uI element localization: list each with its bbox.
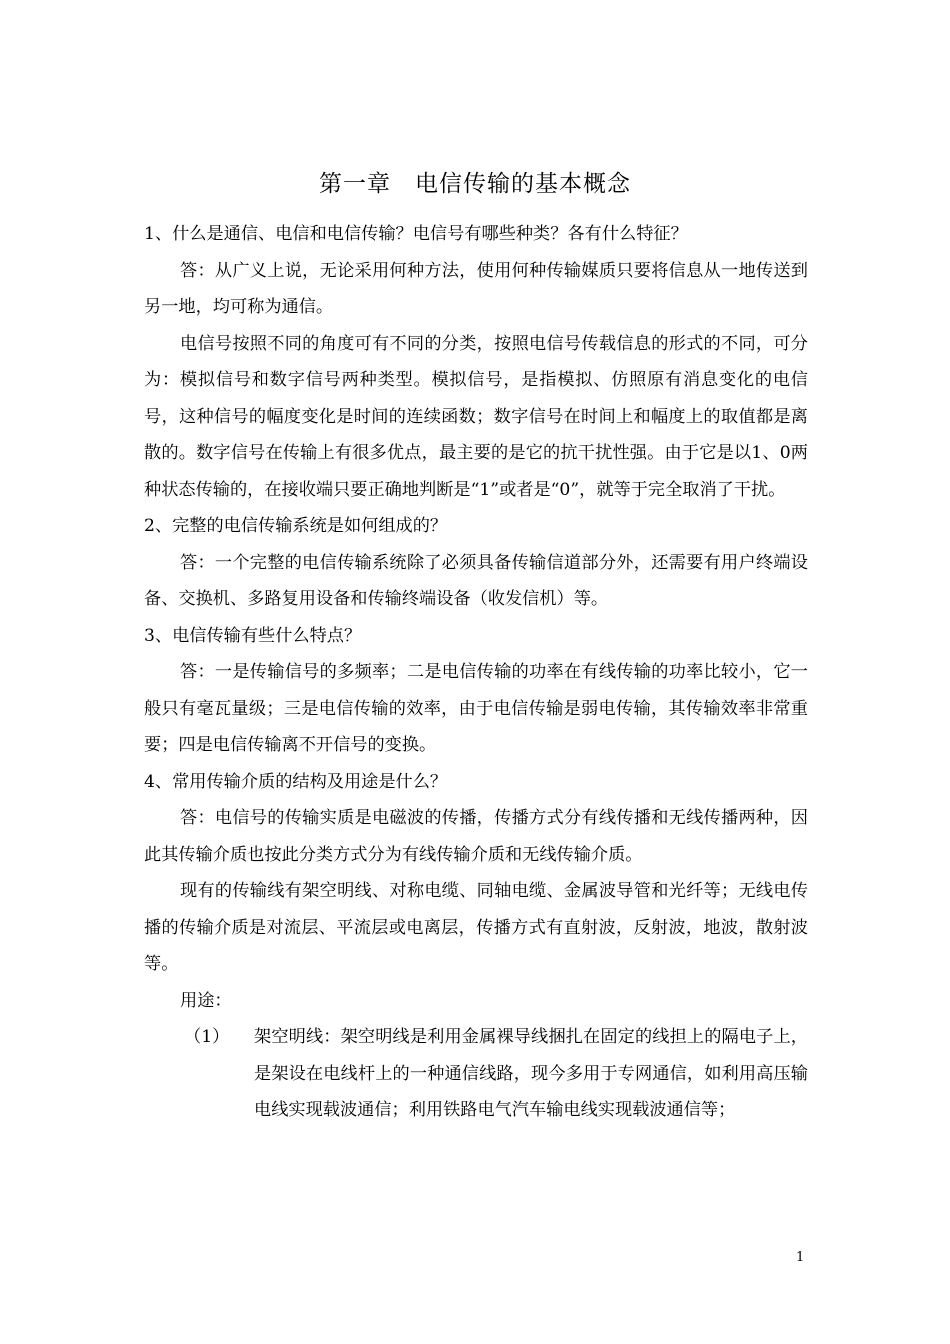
question-4: 4、常用传输介质的结构及用途是什么？ [144,771,448,792]
answer-3: 答：一是传输信号的多频率；二是电信传输的功率在有线传输的功率比较小，它一般只有毫瓦量级；三是电信传输的效率，由于电信传输是弱电传输，其传输效率非常重要；四是电信传输离不开信号的变换。 [144,662,808,755]
answer-1-paragraph-1: 答：从广义上说，无论采用何种方法，使用何种传输媒质只要将信息从一地传送到另一地，均可称为通信。 [144,260,808,317]
document-body [144,216,808,1129]
answer-2: 答：一个完整的电信传输系统除了必须具备传输信道部分外，还需要有用户终端设备、交换机、多路复用设备和传输终端设备（收发信机）等。 [144,552,808,609]
question-1: 1、什么是通信、电信和电信传输？电信号有哪些种类？各有什么特征？ [144,224,688,244]
list-item-text: 架空明线：架空明线是利用金属裸导线捆扎在固定的线担上的隔电子上，是架设在电线杆上的一种通信线路，现今多用于专网通信，如利用高压输电线实现载波通信；利用铁路电气汽车输电线实现载波通信等； [254,1027,808,1120]
question-2: 2、完整的电信传输系统是如何组成的？ [144,516,448,536]
answer-4-paragraph-2: 现有的传输线有架空明线、对称电缆、同轴电缆、金属波导管和光纤等；无线电传播的传输介质是对流层、平流层或电离层，传播方式有直射波，反射波，地波，散射波等。 [144,881,808,974]
question-3: 3、电信传输有些什么特点？ [144,625,362,646]
answer-4-paragraph-1: 答：电信号的传输实质是电磁波的传播，传播方式分有线传播和无线传播两种，因此其传输介质也按此分类方式分为有线传输介质和无线传输介质。 [144,808,808,865]
answer-1-paragraph-2: 电信号按照不同的角度可有不同的分类，按照电信号传载信息的形式的不同，可分为：模拟信号和数字信号两种类型。模拟信号，是指模拟、仿照原有消息变化的电信号，这种信号的幅度变化是时间的连续函数；数字信号在时间上和幅度上的取值都是离散的。数字信号在传输上有很多优点，最主要的是它的抗干扰性强。由于它是以1、0两种状态传输的，在接收端只要正确地判断是“1”或者是“0”，就等于完全取消了干扰。 [144,333,808,500]
uses-label: 用途： [180,990,232,1011]
chapter-title: 第一章 电信传输的基本概念 [319,171,631,197]
list-item-number: （1） [184,1027,230,1047]
page-number: 1 [796,1250,805,1265]
list-item-1 [144,1019,808,1129]
